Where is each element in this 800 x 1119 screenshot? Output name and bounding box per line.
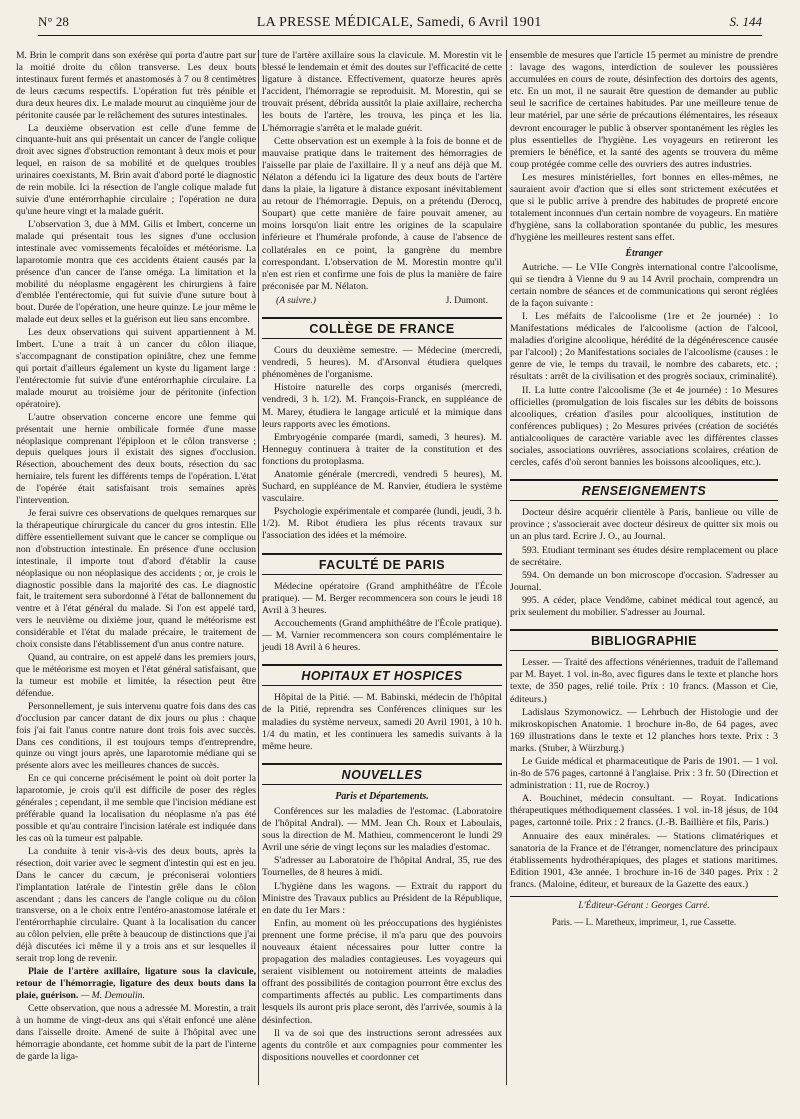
column-1 [16, 50, 256, 1063]
article-paragraph: Cette observation est un exemple à la fois de bonne et de mauvaise pratique dans le traitement des hémorragies de l'aisselle par plaie de l'axillaire. Il y a neuf ans déjà que M. Nélaton a défendu ici la ligature des deux bouts de l'artère dans la plaie, la ligature à distance exposant inévitablement au retour de l'hémorragie. Depuis, on a prétendu (Derocq, Soupart) que cette manière de faire pouvait amener, au moins lorsqu'on liait entre les origines de la scapulaire inférieure et l'humérale profonde, à cause de l'absence de collatérales en ce point, la gangrène du membre correspondant. L'observation de M. Morestin montre qu'il n'en est rien et confirme une fois de plus la manière de faire préconisée par M. Nélaton. [262, 135, 502, 292]
page-title: LA PRESSE MÉDICALE, Samedi, 6 Avril 1901 [256, 15, 542, 30]
article-paragraph: La deuxième observation est celle d'une femme de cinquante-huit ans qui présentait un cancer de l'angle colique droit avec signes d'obstruction remontant à deux mois et pour lequel, en raison de sa mobilité et de quelques troubles urinaires coexistants, M. Brin avait d'abord porté le diagnostic de rein mobile. Ici la résection de l'angle colique malade fut suivie d'une entérorrhaphie circulaire ; l'opération ne dura qu'une heure vingt et la malade guérit. [16, 122, 256, 217]
ligature-author: — M. Demoulin. [80, 989, 145, 1001]
etranger-item: Autriche. — Le VIIe Congrès international contre l'alcoolisme, qui se tiendra à Vienne du 9 au 14 Avril prochain, comprendra un certain nombre de séances et de communications qui seront réglées de la façon suivante : [510, 261, 778, 309]
bibliographie-item: A. Bouchinet, médecin consultant. — Royat. Indications thérapeutiques méthodiquement classées. 1 vol. in-18 jésus, de 104 pages, cartonné toile. Prix : 2 francs. (J.-B. Baillière et fils, Paris.) [510, 793, 778, 829]
column-3 [510, 50, 778, 928]
section-faculte-de-paris: FACULTÉ DE PARIS [262, 553, 502, 575]
bibliographie-item: Le Guide médical et pharmaceutique de Paris de 1901. — 1 vol. in-8o de 576 pages, cartonné à l'anglaise. Prix : 3 fr. 50 (Direction et administration : 11, rue de Rocroy.) [510, 755, 778, 792]
column-2 [262, 50, 502, 1065]
hopitaux-item: Hôpital de la Pitié. — M. Babinski, médecin de l'hôpital de la Pitié, reprendra ses Conférences cliniques sur les maladies du système nerveux, samedi 20 Avril 1901, à 10 h. 1/4 du matin, et les continuera les samedis suivants à la même heure. [262, 692, 502, 752]
bibliographie-item: Annuaire des eaux minérales. — Stations climatériques et sanatoria de la France et de l'étranger, nomenclature des principaux établissements hydrothérapiques, des plages et stations maritimes. Edition 1901, 43e année. 1 brochure in-16 de 340 pages. Prix : 2 francs. (Maloine, éditeur, et bureaux de la Gazette des eaux.) [510, 830, 778, 890]
sheet-number: S. 144 [729, 14, 762, 29]
subsection-paris: Paris et Départements. [335, 790, 429, 802]
article-paragraph: La conduite à tenir vis-à-vis des deux bouts, après la résection, doit varier avec le segment d'intestin qui est en jeu. Dans le cancer du cæcum, je préconiserai volontiers l'implantation latérale de l'intestin grêle dans le côlon ascendant ; dans les cancers de l'angle colique ou du côlon transverse, on a le choix entre l'entéro-anastomose latérale et l'entérorrhaphie circulaire. Quant à la localisation du cancer au côlon pelvien, elle prête à beaucoup de distinctions que j'ai déjà discutées ici même il y a trois ans et sur lesquelles il serait trop long de revenir. [16, 845, 256, 965]
article-paragraph: ture de l'artère axillaire sous la clavicule. M. Morestin vit le blessé le lendemain et émit des doutes sur l'efficacité de cette ligature à distance. Effectivement, quatorze heures après l'accident, l'hémorragie se reproduisit. M. Morestin, qui se trouvait présent, débrida aussitôt la plaie axillaire, rechercha les bouts de l'artère, les trouva, les pinça et les lia. L'hémorragie s'arrêta et le malade guérit. [262, 50, 502, 134]
article-paragraph: L'observation 3, due à MM. Gilis et Imbert, concerne un malade qui présentait tous les signes d'une occlusion intestinale avec vomissements fécaloïdes et météorisme. La laparotomie montra que ces accidents étaient causés par la présence d'un cancer de l'anse oméga. La limitation et la mobilité du néoplasme engagèrent les chirurgiens à faire d'emblée l'entérectomie, qui fut suivie d'une suture bout à bout. Durée de l'opération, une heure quinze. Le jour même le malade eut deux selles et la guérison eut lieu sans encombre. [16, 218, 256, 326]
column-divider [506, 50, 507, 1085]
section-hopitaux: HOPITAUX ET HOSPICES [262, 664, 502, 686]
article-paragraph: M. Brin le comprit dans son exérèse qui porta d'autre part sur la moitié droite du côlon transverse. Les deux bouts intestinaux furent fermés et anastomosés à 7 ou 8 centimètres de leurs cæcums respectifs. L'opération fut très pénible et dura deux heures dix. Le malade mourut au cinquième jour de péritonite causée par le relâchement des sutures intestinales. [16, 50, 256, 121]
renseignement-item: 594. On demande un bon microscope d'occasion. S'adresser au Journal. [510, 569, 778, 593]
renseignement-item: Docteur désire acquérir clientèle à Paris, banlieue ou ville de province ; s'associerait avec docteur désireux de quitter six mois ou un an plus tard. Ecrire J. O., au Journal. [510, 507, 778, 543]
renseignement-item: 593. Etudiant terminant ses études désire remplacement ou place de secrétaire. [510, 544, 778, 568]
faculte-item: Accouchements (Grand amphithéâtre de l'École pratique). — M. Varnier recommencera son cours complémentaire le jeudi 18 Avril à 6 heures. [262, 617, 502, 654]
etranger-item: I. Les méfaits de l'alcoolisme (1re et 2e journée) : 1o Manifestations médicales de l'alcoolisme (action de l'alcool, maladies d'origine alcoolique, hérédité de la dégénérescence causée par l'alcool) ; 2o Manifestations sociales de l'alcoolisme (causes : le genre de vie, le temps du travail, le nombre des cabarets, etc. ; résultats : arrêt de la civilisation et des progrès sociaux, criminalité). [510, 310, 778, 383]
nouvelles-item: Conférences sur les maladies de l'estomac. (Laboratoire de l'hôpital Andral). — MM. Jean Ch. Roux et Laboulais, sous la direction de M. Mathieu, commenceront le lundi 29 Avril une série de vingt leçons sur les maladies d'estomac. [262, 805, 502, 854]
article-paragraph: Je ferai suivre ces observations de quelques remarques sur la thérapeutique chirurgicale du cancer du gros intestin. Elle diffère essentiellement suivant que le cancer se complique ou non d'obstruction intestinale. En présence d'une occlusion intestinale, il importe tout d'abord d'établir la cause néoplasique ou non néoplasique des accidents ; or, je crois le diagnostic possible dans la majorité des cas. Le diagnostic fait, le traitement sera subordonné à l'état de ballonnement du ventre et à l'état général du malade. Si l'on est appelé tard, vers le neuvième ou dixième jour, quand le météorisme est considérable et l'état du malade précaire, le traitement de choix consiste dans l'établissement d'un anus contre nature. [16, 508, 256, 651]
section-nouvelles: NOUVELLES [262, 763, 502, 785]
section-bibliographie: BIBLIOGRAPHIE [510, 629, 778, 651]
article-paragraph: L'autre observation concerne encore une femme qui présentait une hernie ombilicale formée d'une masse néoplasique comprenant l'épiploon et le côlon transverse ; depuis quelques jours il existait des signes d'occlusion. Résection, abouchement des deux bouts, résection du sac herniaire, tels furent les différents temps de l'opération. L'état de l'opérée était satisfaisant trois semaines après l'intervention. [16, 411, 256, 507]
college-item: Cours du deuxième semestre. — Médecine (mercredi, vendredi, 5 heures). M. d'Arsonval étudiera quelques phénomènes de l'organisme. [262, 345, 502, 381]
article-paragraph: ensemble de mesures que l'article 15 permet au ministre de prendre : lavage des wagons, interdiction de soulever les poussières accumulées en cours de route, désinfection des dortoirs des agents, etc. En un mot, il ne saurait être question de demander au public seul le sacrifice de certaines habitudes. Par une meilleure tenue de leur matériel, par une série de précautions élémentaires, les réseaux devront encourager le public à observer spontanément les règles les plus essentielles de l'hygiène. Les voyageurs en retireront les premiers le bénéfice, et la santé des agents se trouvera du même coup protégée comme celle des ouvriers des autres industries. [510, 50, 778, 170]
editor-line: L'Éditeur-Gérant : Georges Carré. [510, 896, 778, 912]
page-header [38, 14, 762, 36]
article-paragraph: Cette observation, que nous a adressée M. Morestin, a trait à un homme de vingt-deux ans qui s'était enfoncé une alène dans l'aisselle droite. Amené de suite à l'hôpital avec une hémorragie abondante, cet homme subit de la part de l'interne de garde la liga- [16, 1002, 256, 1062]
bibliographie-item: Ladislaus Szymonowicz. — Lehrbuch der Histologie und der mikroskopischen Anatomie. 1 brochure in-8o, de 64 pages, avec 169 illustrations dans le texte et 12 planches hors texte. Prix : 3 marks. (Stuber, à Würzburg.) [510, 706, 778, 754]
college-item: Psychologie expérimentale et comparée (lundi, jeudi, 3 h. 1/2). M. Ribot étudiera les plus récents travaux sur l'association des idées et la mémoire. [262, 506, 502, 542]
renseignement-item: 995. A céder, place Vendôme, cabinet médical tout agencé, au prix seulement du mobilier. S'adresser au Journal. [510, 594, 778, 619]
nouvelles-item: L'hygiène dans les wagons. — Extrait du rapport du Ministre des Travaux publics au Président de la République, en date du 1er Mars : [262, 880, 502, 916]
college-item: Embryogénie comparée (mardi, samedi, 3 heures). M. Henneguy continuera à traiter de la constitution et des fonctions du protoplasma. [262, 431, 502, 467]
subsection-etranger: Étranger [625, 247, 663, 259]
printer-line: Paris. — L. Maretheux, imprimeur, 1, rue Cassette. [551, 917, 737, 928]
issue-number: N° 28 [38, 14, 69, 29]
college-item: Anatomie générale (mercredi, vendredi 5 heures), M. Suchard, en suppléance de M. Ranvier, étudiera le système vasculaire. [262, 469, 502, 505]
section-college-de-france: COLLÈGE DE FRANCE [262, 317, 502, 339]
article-paragraph: En ce qui concerne précisément le point où doit porter la laparotomie, je crois qu'il est difficile de poser des règles générales ; cependant, il me semble que l'incision médiane est préférable quand la localisation du néoplasme n'a pas été possible et qu'au contraire l'incision latérale est indiquée dans les cas où la tumeur est palpable. [16, 773, 256, 844]
section-renseignements: RENSEIGNEMENTS [510, 479, 778, 501]
column-divider [258, 50, 259, 1085]
nouvelles-item: Il va de soi que des instructions seront adressées aux agents du contrôle et aux compagnies pour commenter les dispositions nouvelles et coordonner cet [262, 1027, 502, 1063]
ligature-heading [16, 966, 256, 1002]
bibliographie-item: Lesser. — Traité des affections vénériennes, traduit de l'allemand par M. Bayet. 1 vol. in-8o, avec figures dans le texte et planche hors texte, de 350 pages, relié toile. Prix : 10 francs. (Masson et Cie, éditeurs.) [510, 657, 778, 705]
article-paragraph: Les deux observations qui suivent appartiennent à M. Imbert. L'une a trait à un cancer du côlon iliaque, s'accompagnant de constipation opiniâtre, chez une femme qui portait d'ailleurs également un kyste du ligament large : l'entérectomie fut suivie d'une entérorrhaphie circulaire. La malade mourut au troisième jour de péritonite (infection opératoire). [16, 327, 256, 410]
author-name: J. Dumont. [445, 294, 488, 306]
nouvelles-item: Enfin, au moment où les préoccupations des hygiénistes prennent une forme précise, il m'a paru que des pouvoirs nouveaux étaient nécessaires pour lutter contre la propagation des maladies contagieuses. Les voyageurs qui seraient visiblement ou notoirement atteints de maladies offrant des possibilités de contagion pourront être exclus des compartiments affectés au public. Les compartiments dans lesquels ils auront pris place seront, dès l'arrivée, soumis à la désinfection. [262, 917, 502, 1026]
ligature-title: Plaie de l'artère axillaire, ligature sous la clavicule, retour de l'hémorragie, ligature des deux bouts dans la plaie, guérison. [16, 966, 256, 1001]
nouvelles-item: S'adresser au Laboratoire de l'hôpital Andral, 35, rue des Tournelles, de 8 heures à midi. [262, 855, 502, 879]
etranger-item: II. La lutte contre l'alcoolisme (3e et 4e journée) : 1o Mesures officielles (promulgation de lois fiscales sur les débits de boissons alcooliques, création d'asiles pour alcooliques, institution de conférences publiques) ; 2o Mesures privées (création de sociétés antialcooliques de caractère variable avec les différentes classes sociales, associations ouvrières, associations scolaires, création de cercles, cafés d'où seront bannies les boissons alcooliques, etc.). [510, 384, 778, 469]
faculte-item: Médecine opératoire (Grand amphithéâtre de l'École pratique). — M. Berger recommencera son cours le jeudi 18 Avril à 3 heures. [262, 580, 502, 616]
article-paragraph: Quand, au contraire, on est appelé dans les premiers jours, que le météorisme est moyen et l'état général satisfaisant, que la tumeur est mobile et limitée, la résection peut être défendue. [16, 652, 256, 699]
article-paragraph: Personnellement, je suis intervenu quatre fois dans des cas d'occlusion par cancer datant de dix jours ou plus : chaque fois j'ai fait l'anus contre nature dont trois fois avec succès. Dans ces conditions, il est toujours temps d'entreprendre, quinze ou vingt jours après, une laparotomie médiane qui se présente alors avec les meilleures chances de succès. [16, 700, 256, 772]
to-be-continued: (A suivre.) [276, 294, 316, 306]
college-item: Histoire naturelle des corps organisés (mercredi, vendredi, 3 h. 1/2). M. François-Franck, en suppléance de M. Marey, étudiera le langage articulé et la mimique dans leurs rapports avec les émotions. [262, 382, 502, 430]
article-paragraph: Les mesures ministérielles, fort bonnes en elles-mêmes, ne sauraient avoir d'action que si elles sont strictement exécutées et que si le public arrive à prendre des habitudes de propreté encore totalement inconnues d'un certain nombre de voyageurs. En matière d'hygiène, sans la collaboration spontanée du public, les mesures d'hygiène les meilleures restent sans effet. [510, 171, 778, 244]
article-signature [262, 295, 502, 307]
